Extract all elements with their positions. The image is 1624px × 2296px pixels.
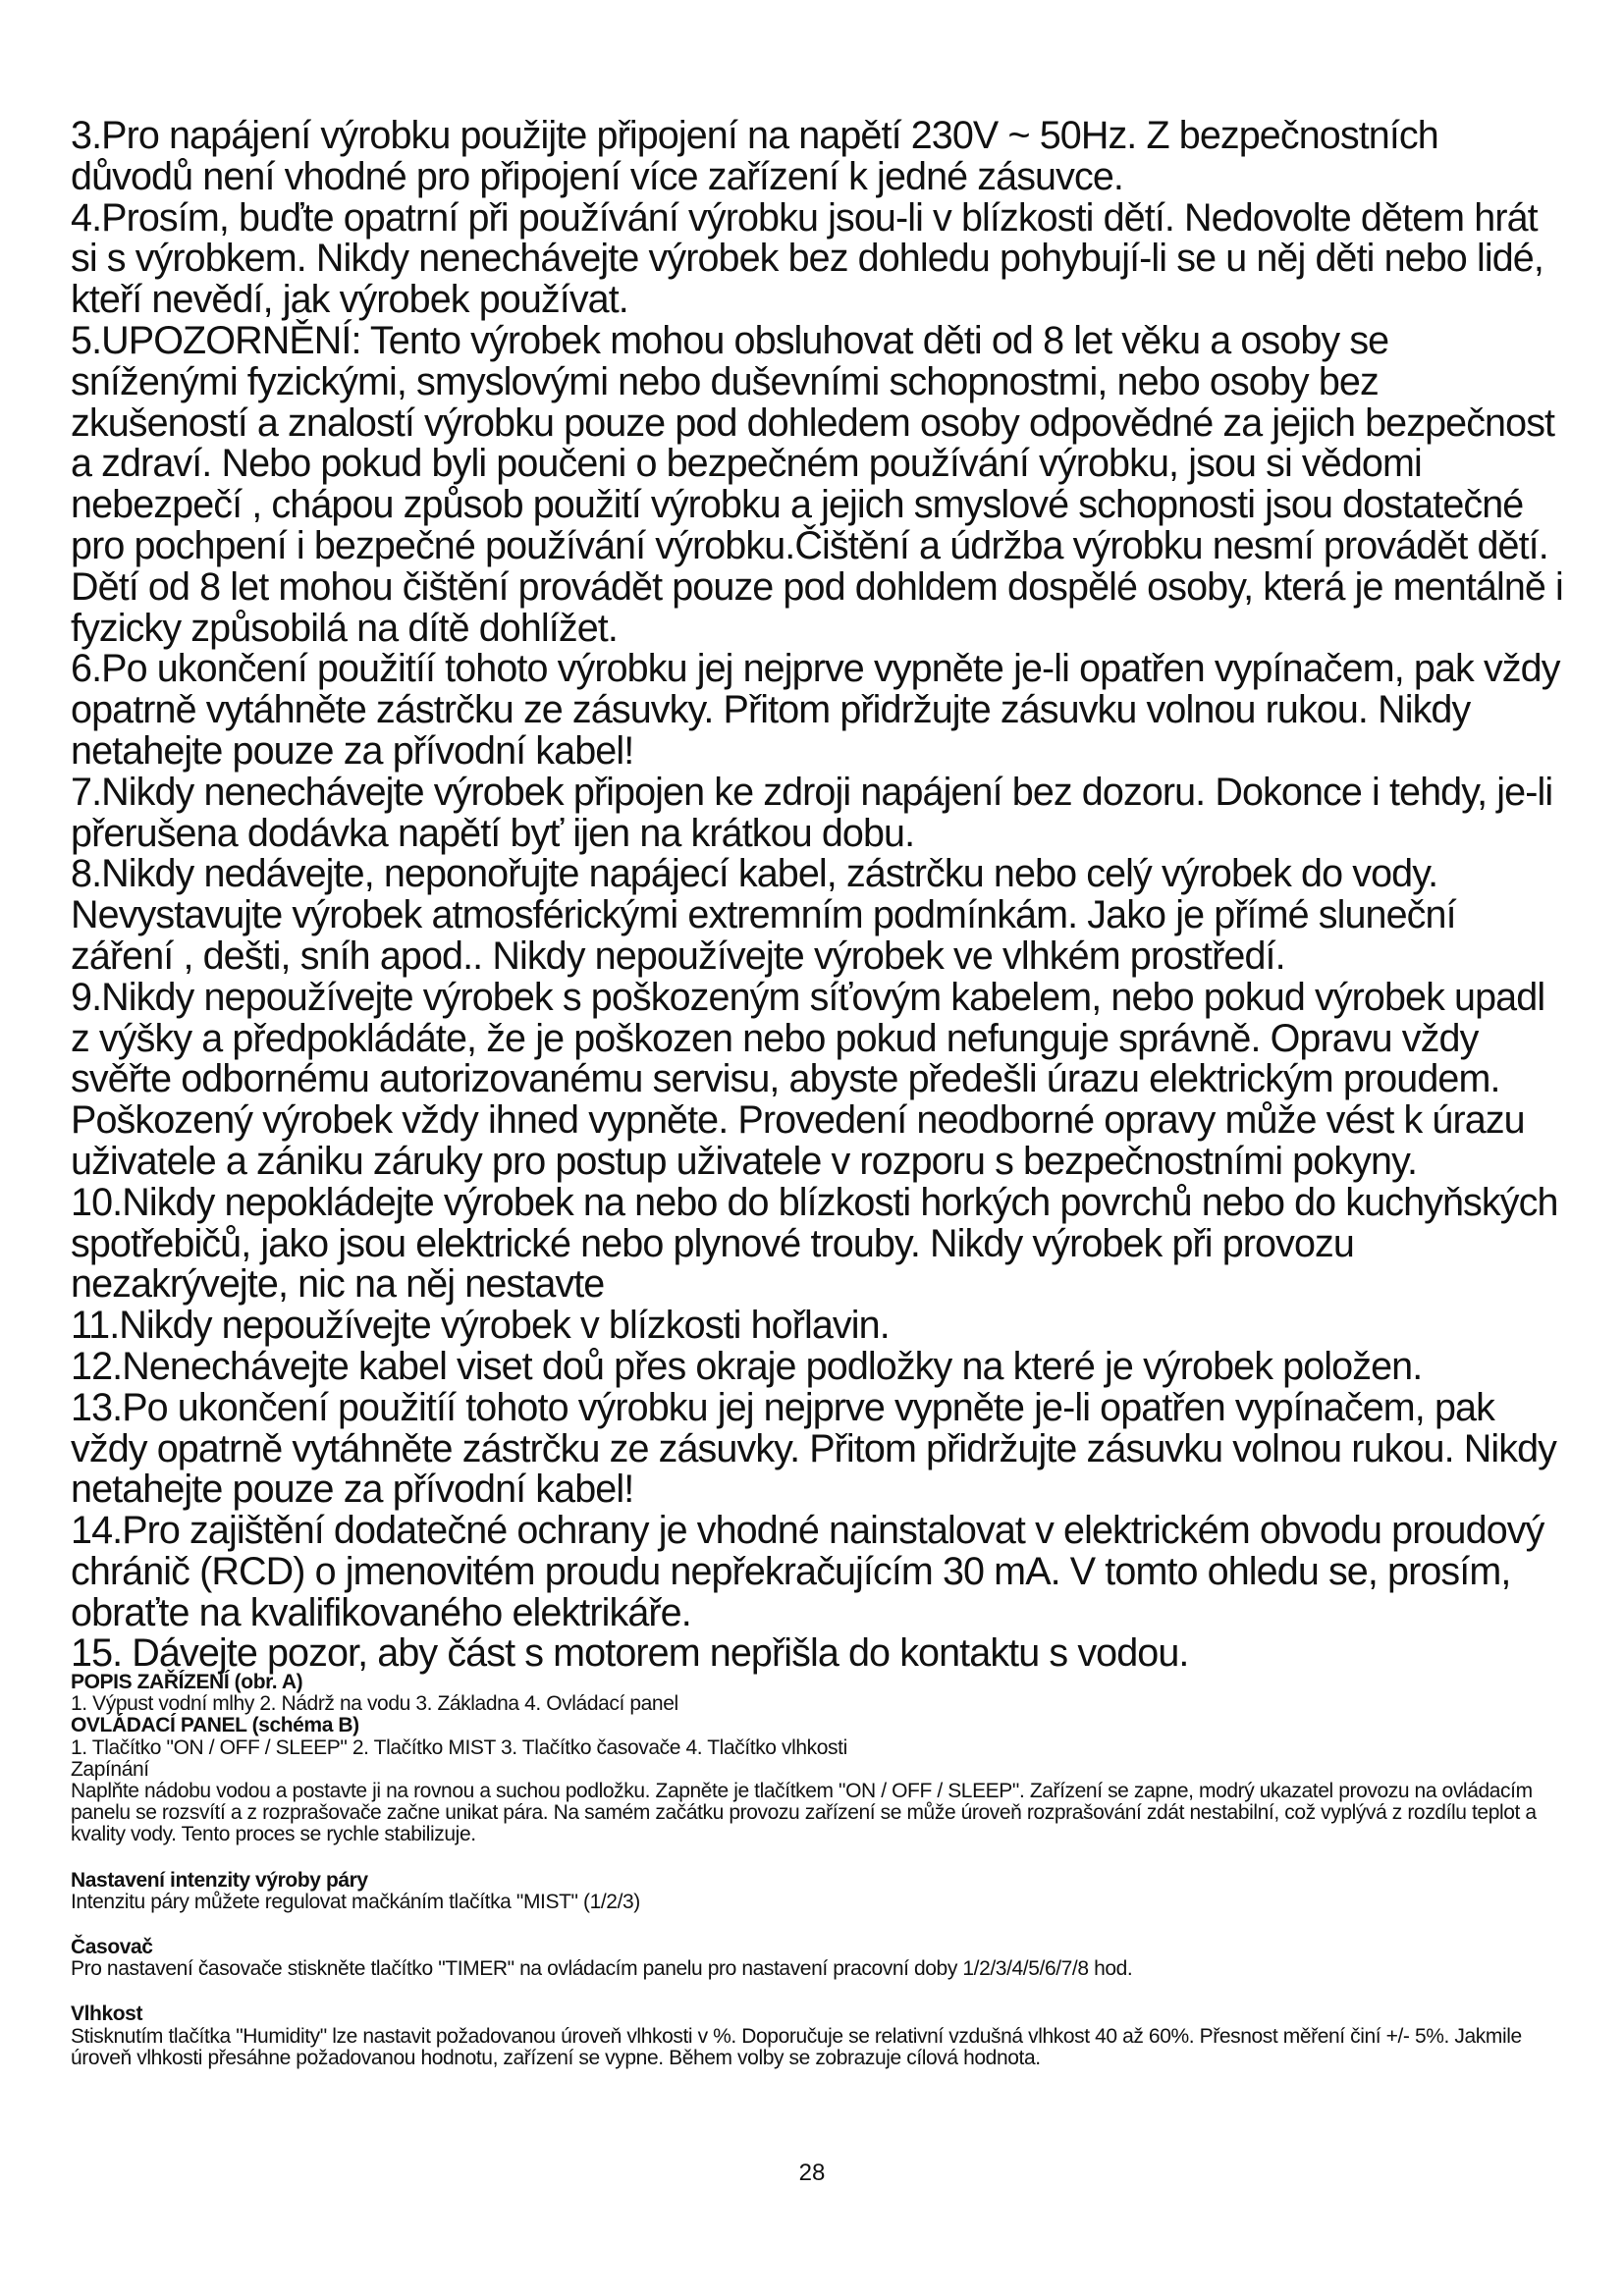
humidity-text: Stisknutím tlačítka "Humidity" lze nastavit požadovanou úroveň vlhkosti v %. Doporučuje se relativní vzdušná vlhkost 40 až 60%. Přesnost měření činí +/- 5%. Jakmile úroveň vlhkosti přesáhne požadovanou hodnotu, zařízení se vypne. Během volby se zobrazuje cílová hodnota. [71, 2024, 1522, 2069]
instruction-item: 10.Nikdy nepokládejte výrobek na nebo do blízkosti horkých povrchů nebo do kuchyňských spotřebičů, jako jsou elektrické nebo plynové trouby. Nikdy výrobek při provozu nezakrývejte, nic na něj nestavte [71, 1180, 1558, 1307]
timer-heading: Časovač [71, 1936, 153, 1959]
description-text: 1. Výpust vodní mlhy 2. Nádrž na vodu 3. Základna 4. Ovládací panel [71, 1692, 678, 1716]
instruction-item: 8.Nikdy nedávejte, neponořujte napájecí kabel, zástrčku nebo celý výrobek do vody. Nevystavujte výrobek atmosférickými extremním podmínkám. Jako je přímé sluneční záření , dešti, sníh apod.. Nikdy nepoužívejte výrobek ve vlhkém prostředí. [71, 852, 1456, 978]
instruction-item: 9.Nikdy nepoužívejte výrobek s poškozeným síťovým kabelem, nebo pokud výrobek upadl z výšky a předpokládáte, že je poškozen nebo pokud nefunguje správně. Opravu vždy svěřte odbornému autorizovanému servisu, abyste předešli úrazu elektrickým proudem. Poškozený výrobek vždy ihned vypněte. Provedení neodborné opravy může vést k úrazu uživatele a zániku záruky pro postup uživatele v rozporu s bezpečnostními pokyny. [71, 975, 1545, 1183]
device-details [71, 1672, 1563, 2069]
safety-instructions [71, 116, 1563, 1675]
instruction-item: 12.Nenechávejte kabel viset doů přes okraje podložky na které je výrobek položen. [71, 1344, 1423, 1388]
instruction-item: 15. Dávejte pozor, aby část s motorem nepřišla do kontaktu s vodou. [71, 1631, 1189, 1676]
instruction-item: 11.Nikdy nepoužívejte výrobek v blízkosti hořlavin. [71, 1304, 890, 1348]
instruction-item: 5.UPOZORNĚNÍ: Tento výrobek mohou obsluhovat děti od 8 let věku a osoby se sníženými fyzickými, smyslovými nebo duševními schopnostmi, nebo osoby bez zkušeností a znalostí výrobku pouze pod dohledem osoby odpovědné za jejich bezpečnost a zdraví. Nebo pokud byli poučeni o bezpečném používání výrobku, jsou si vědomi nebezpečí , chápou způsob použití výrobku a jejich smyslové schopnosti jsou dostatečné pro pochpení i bezpečné používání výrobku.Čištění a údržba výrobku nesmí provádět dětí. Dětí od 8 let mohou čištění provádět pouze pod dohldem dospělé osoby, která je mentálně i fyzicky způsobilá na dítě dohlížet. [71, 318, 1563, 650]
description-heading: POPIS ZAŘÍZENÍ (obr. A) [71, 1671, 303, 1693]
page-number: 28 [798, 2160, 826, 2186]
instruction-item: 4.Prosím, buďte opatrní při používání výrobku jsou-li v blízkosti dětí. Nedovolte dětem hrát si s výrobkem. Nikdy nenechávejte výrobek bez dohledu pohybují-li se u něj děti nebo lidé, kteří nevědí, jak výrobek používat. [71, 195, 1543, 322]
switching-on-text: Naplňte nádobu vodou a postavte ji na rovnou a suchou podložku. Zapněte je tlačítkem "ON / OFF / SLEEP". Zařízení se zapne, modrý ukazatel provozu na ovládacím panelu se rozsvítí a z rozprašovače začne unikat pára. Na samém začátku provozu zařízení se může úroveň rozprašování zdát nestabilní, což vyplývá z rozdílu teplot a kvality vody. Tento proces se rychle stabilizuje. [71, 1780, 1537, 1846]
timer-text: Pro nastavení časovače stiskněte tlačítko "TIMER" na ovládacím panelu pro nastavení pracovní doby 1/2/3/4/5/6/7/8 hod. [71, 1957, 1133, 1981]
switching-on-heading: Zapínání [71, 1757, 149, 1781]
control-panel-text: 1. Tlačítko "ON / OFF / SLEEP" 2. Tlačítko MIST 3. Tlačítko časovače 4. Tlačítko vlhkosti [71, 1735, 847, 1759]
steam-intensity-heading: Nastavení intenzity výroby páry [71, 1868, 368, 1892]
instruction-item: 3.Pro napájení výrobku použijte připojení na napětí 230V ~ 50Hz. Z bezpečnostních důvodů není vhodné pro připojení více zařízení k jedné zásuvce. [71, 114, 1438, 198]
instruction-item: 14.Pro zajištění dodatečné ochrany je vhodné nainstalovat v elektrickém obvodu proudový chránič (RCD) o jmenovitém proudu nepřekračujícím 30 mA. V tomto ohledu se, prosím, obraťte na kvalifikovaného elektrikáře. [71, 1509, 1544, 1634]
humidity-heading: Vlhkost [71, 2002, 143, 2026]
instruction-item: 13.Po ukončení použitíí tohoto výrobku jej nejprve vypněte je-li opatřen vypínačem, pak vždy opatrně vytáhněte zástrčku ze zásuvky. Přitom přidržujte zásuvku volnou rukou. Nikdy netahejte pouze za přívodní kabel! [71, 1385, 1557, 1512]
instruction-item: 6.Po ukončení použitíí tohoto výrobku jej nejprve vypněte je-li opatřen vypínačem, pak vždy opatrně vytáhněte zástrčku ze zásuvky. Přitom přidržujte zásuvku volnou rukou. Nikdy netahejte pouze za přívodní kabel! [71, 647, 1560, 773]
instruction-item: 7.Nikdy nenechávejte výrobek připojen ke zdroji napájení bez dozoru. Dokonce i tehdy, je-li přerušena dodávka napětí byť ijen na krátkou dobu. [71, 770, 1553, 855]
steam-intensity-text: Intenzitu páry můžete regulovat mačkáním tlačítka "MIST" (1/2/3) [71, 1890, 640, 1913]
control-panel-heading: OVLÁDACÍ PANEL (schéma B) [71, 1714, 359, 1737]
